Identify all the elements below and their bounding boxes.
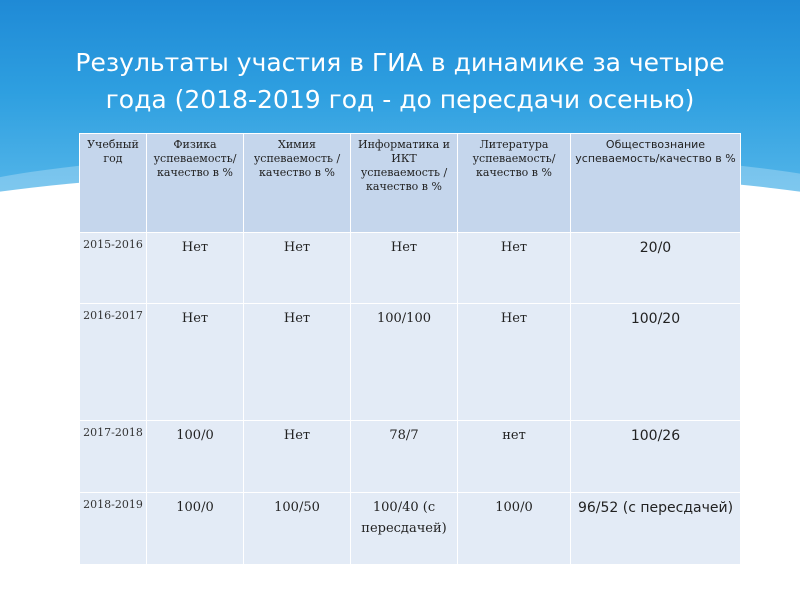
cell-year: 2018-2019 (80, 493, 147, 565)
table-row (80, 233, 741, 304)
cell-literature: нет (458, 421, 571, 493)
header-literature: Литература успеваемость/ качество в % (458, 134, 571, 233)
header-physics: Физика успеваемость/качество в % (147, 134, 244, 233)
title-line-2: года (2018-2019 год - до пересдачи осенью) (105, 85, 695, 114)
cell-informatics: Нет (351, 233, 458, 304)
cell-year: 2015-2016 (80, 233, 147, 304)
cell-physics: 100/0 (147, 493, 244, 565)
cell-physics: Нет (147, 233, 244, 304)
cell-literature: 100/0 (458, 493, 571, 565)
cell-informatics: 78/7 (351, 421, 458, 493)
results-table (79, 133, 741, 565)
table-row (80, 304, 741, 421)
cell-chemistry: Нет (244, 421, 351, 493)
cell-physics: 100/0 (147, 421, 244, 493)
table-row (80, 421, 741, 493)
cell-literature: Нет (458, 304, 571, 421)
header-year: Учебный год (80, 134, 147, 233)
cell-social-studies: 20/0 (571, 233, 741, 304)
cell-year: 2017-2018 (80, 421, 147, 493)
cell-chemistry: Нет (244, 304, 351, 421)
header-chemistry: Химия успеваемость /качество в % (244, 134, 351, 233)
cell-physics: Нет (147, 304, 244, 421)
cell-social-studies: 100/20 (571, 304, 741, 421)
table-header-row (80, 134, 741, 233)
cell-social-studies: 96/52 (с пересдачей) (571, 493, 741, 565)
slide-title (40, 44, 760, 118)
cell-chemistry: 100/50 (244, 493, 351, 565)
cell-informatics: 100/100 (351, 304, 458, 421)
table-row (80, 493, 741, 565)
title-line-1: Результаты участия в ГИА в динамике за четыре (75, 48, 725, 77)
cell-year: 2016-2017 (80, 304, 147, 421)
cell-informatics: 100/40 (с пересдачей) (351, 493, 458, 565)
header-social-studies: Обществознание успеваемость/качество в % (571, 134, 741, 233)
cell-chemistry: Нет (244, 233, 351, 304)
cell-literature: Нет (458, 233, 571, 304)
header-informatics: Информатика и ИКТ успеваемость /качество в % (351, 134, 458, 233)
cell-social-studies: 100/26 (571, 421, 741, 493)
